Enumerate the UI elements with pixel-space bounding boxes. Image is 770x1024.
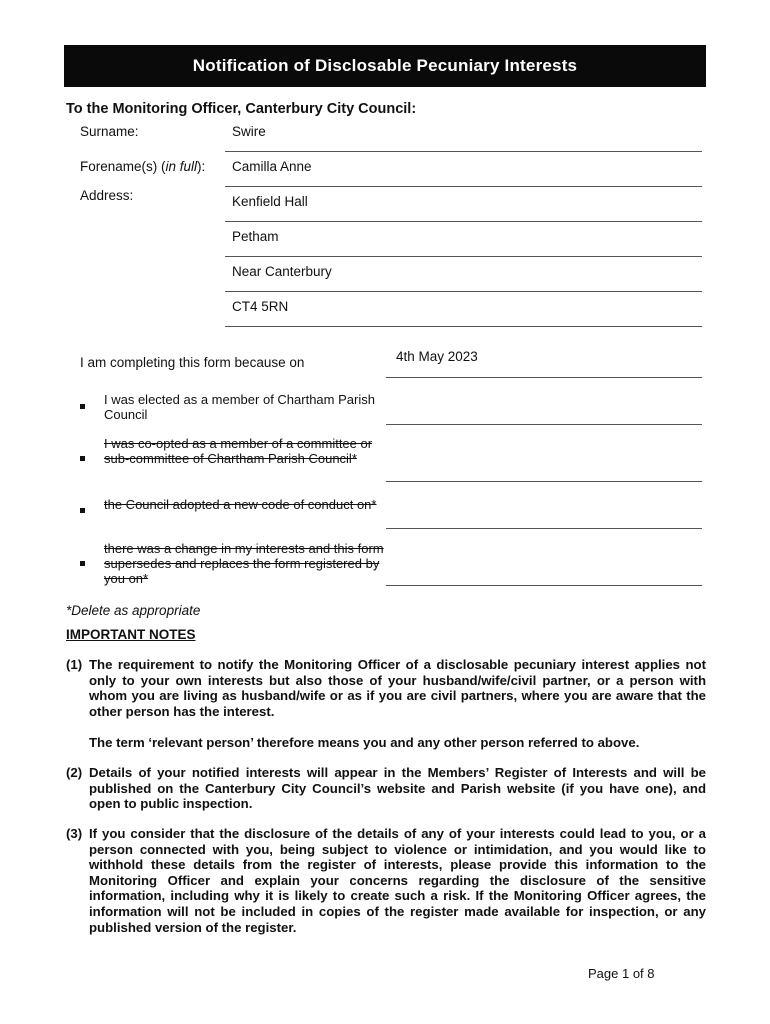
address-rule-4 (225, 326, 702, 327)
note-number: (3) (66, 826, 83, 841)
note-1 (66, 657, 706, 719)
surname-label: Surname: (80, 124, 139, 139)
completing-label: I am completing this form because on (80, 355, 305, 370)
option-new-code[interactable]: the Council adopted a new code of conduct on* (104, 497, 377, 512)
note-text: If you consider that the disclosure of the details of any of your interests could lead to you, or a person connected with you, being subject to violence or intimidation, and you would like to withhold these details from the register of interests, please provide this information to the Monitoring Officer and explain your concerns regarding the disclosure of the sensitive information, including why it is likely to create such a risk. If the Monitoring Officer agrees, the information will not be included in copies of the register made available for inspection, or any published version of the register. (89, 826, 706, 935)
option-rule-3 (386, 528, 702, 529)
note-3 (66, 826, 706, 935)
note-text: Details of your notified interests will appear in the Members’ Register of Interests and will be published on the Canterbury City Council’s website and Parish website (if you have one), and open to public inspection. (89, 765, 706, 812)
note-number (66, 735, 89, 751)
note-number: (1) (66, 657, 83, 672)
note-1-continued (66, 735, 706, 751)
bullet-icon (80, 404, 85, 409)
address-label: Address: (80, 188, 134, 203)
note-text: The requirement to notify the Monitoring Officer of a disclosable pecuniary interest applies not only to your own interests but also those of your husband/wife/civil partner, or a person with whom you are living as husband/wife or as if you are civil partners, where you are aware that the other person has the interest. (89, 657, 706, 719)
forename-rule (225, 186, 702, 187)
delete-note: *Delete as appropriate (66, 603, 201, 618)
page-number: Page 1 of 8 (588, 966, 655, 981)
address-rule-1 (225, 221, 702, 222)
note-text: The term ‘relevant person’ therefore means you and any other person referred to above. (89, 735, 640, 750)
address-rule-3 (225, 291, 702, 292)
option-rule-1 (386, 424, 702, 425)
forename-field[interactable]: Camilla Anne (232, 159, 312, 174)
form-title-banner (64, 45, 706, 87)
bullet-icon (80, 508, 85, 513)
address-line-1[interactable]: Kenfield Hall (232, 194, 308, 209)
address-line-3[interactable]: Near Canterbury (232, 264, 332, 279)
forename-label-emphasis: in full (165, 159, 198, 174)
forename-label-prefix: Forename(s) ( (80, 159, 166, 174)
note-number: (2) (66, 765, 83, 780)
option-change-interests[interactable]: there was a change in my interests and this form supersedes and replaces the form registered by you on* (104, 541, 384, 586)
forename-label-suffix: ): (197, 159, 206, 174)
completion-date-field[interactable]: 4th May 2023 (396, 349, 478, 364)
option-elected[interactable]: I was elected as a member of Chartham Parish Council (104, 392, 375, 422)
bullet-icon (80, 561, 85, 566)
option-co-opted[interactable]: I was co-opted as a member of a committee or sub-committee of Chartham Parish Council* (104, 436, 373, 466)
surname-field[interactable]: Swire (232, 124, 266, 139)
form-title: Notification of Disclosable Pecuniary Interests (192, 56, 578, 75)
note-2 (66, 765, 706, 812)
address-rule-2 (225, 256, 702, 257)
addressee-line: To the Monitoring Officer, Canterbury City Council: (66, 101, 417, 117)
address-line-2[interactable]: Petham (232, 229, 279, 244)
address-line-4[interactable]: CT4 5RN (232, 299, 289, 314)
date-rule (386, 377, 702, 378)
important-notes-heading: IMPORTANT NOTES (66, 627, 196, 642)
surname-rule (225, 151, 702, 152)
option-rule-2 (386, 481, 702, 482)
forename-label (80, 159, 205, 174)
option-rule-4 (386, 585, 702, 586)
bullet-icon (80, 456, 85, 461)
